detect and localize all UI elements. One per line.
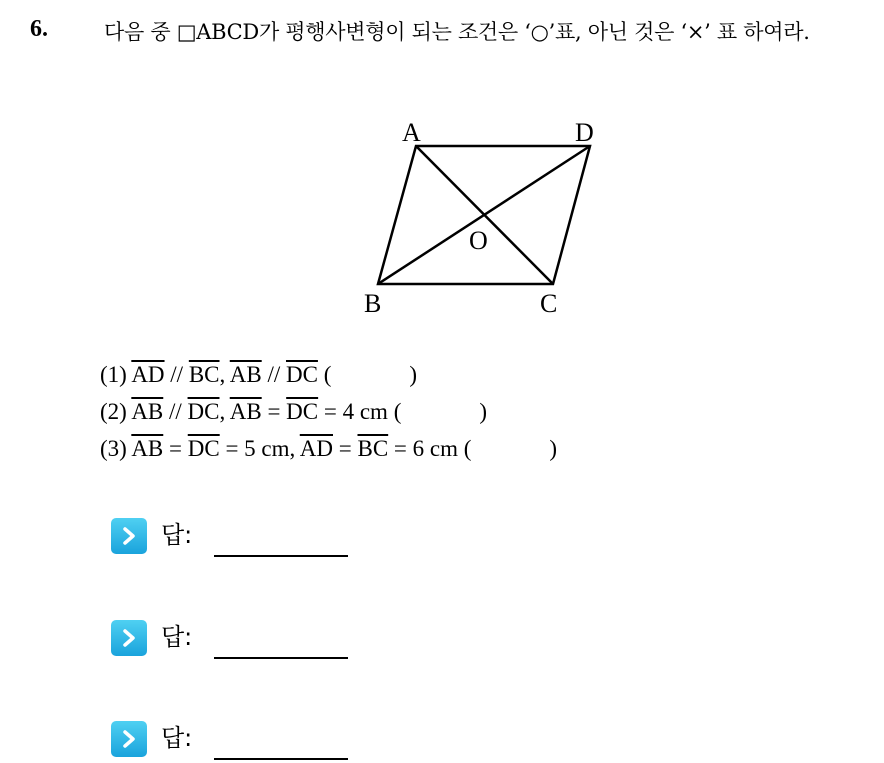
chevron-right-icon xyxy=(111,721,147,757)
answer-row-1 xyxy=(111,518,192,554)
chevron-right-icon xyxy=(111,620,147,656)
center-label-o: O xyxy=(469,226,488,255)
condition-list xyxy=(100,356,557,467)
condition-3: (3) $\overline{AB} = \overline{DC} = 5$ cm, $\overline{AD} = \overline{BC} = 6$ cm ( ) xyxy=(100,436,558,461)
vertex-label-d: D xyxy=(575,118,594,147)
problem-number: 6. xyxy=(30,16,48,42)
answer-label: 답: xyxy=(161,724,193,752)
answer-input-line[interactable] xyxy=(214,657,348,659)
vertex-label-b: B xyxy=(364,289,382,318)
answer-label: 답: xyxy=(161,521,193,549)
answer-label: 답: xyxy=(161,623,193,651)
answer-row-2 xyxy=(111,620,192,656)
chevron-right-icon xyxy=(111,518,147,554)
answer-row-3 xyxy=(111,721,192,757)
vertex-label-c: C xyxy=(540,289,558,318)
condition-2: (2) $\overline{AB} // \overline{DC}$, $\overline{AB} = \overline{DC} = 4$ cm ( ) xyxy=(100,399,488,424)
question-text: 다음 중 □ABCD가 평행사변형이 되는 조건은 ‘○’표, 아닌 것은 ‘×’ 표 하여라. xyxy=(104,20,810,44)
condition-1: (1) $\overline{AD} // \overline{BC}$, $\overline{AB} // \overline{DC}$ ( ) xyxy=(100,362,418,387)
answer-input-line[interactable] xyxy=(214,758,348,760)
answer-input-line[interactable] xyxy=(214,555,348,557)
vertex-label-a: A xyxy=(402,118,421,147)
parallelogram-diagram xyxy=(340,108,640,328)
